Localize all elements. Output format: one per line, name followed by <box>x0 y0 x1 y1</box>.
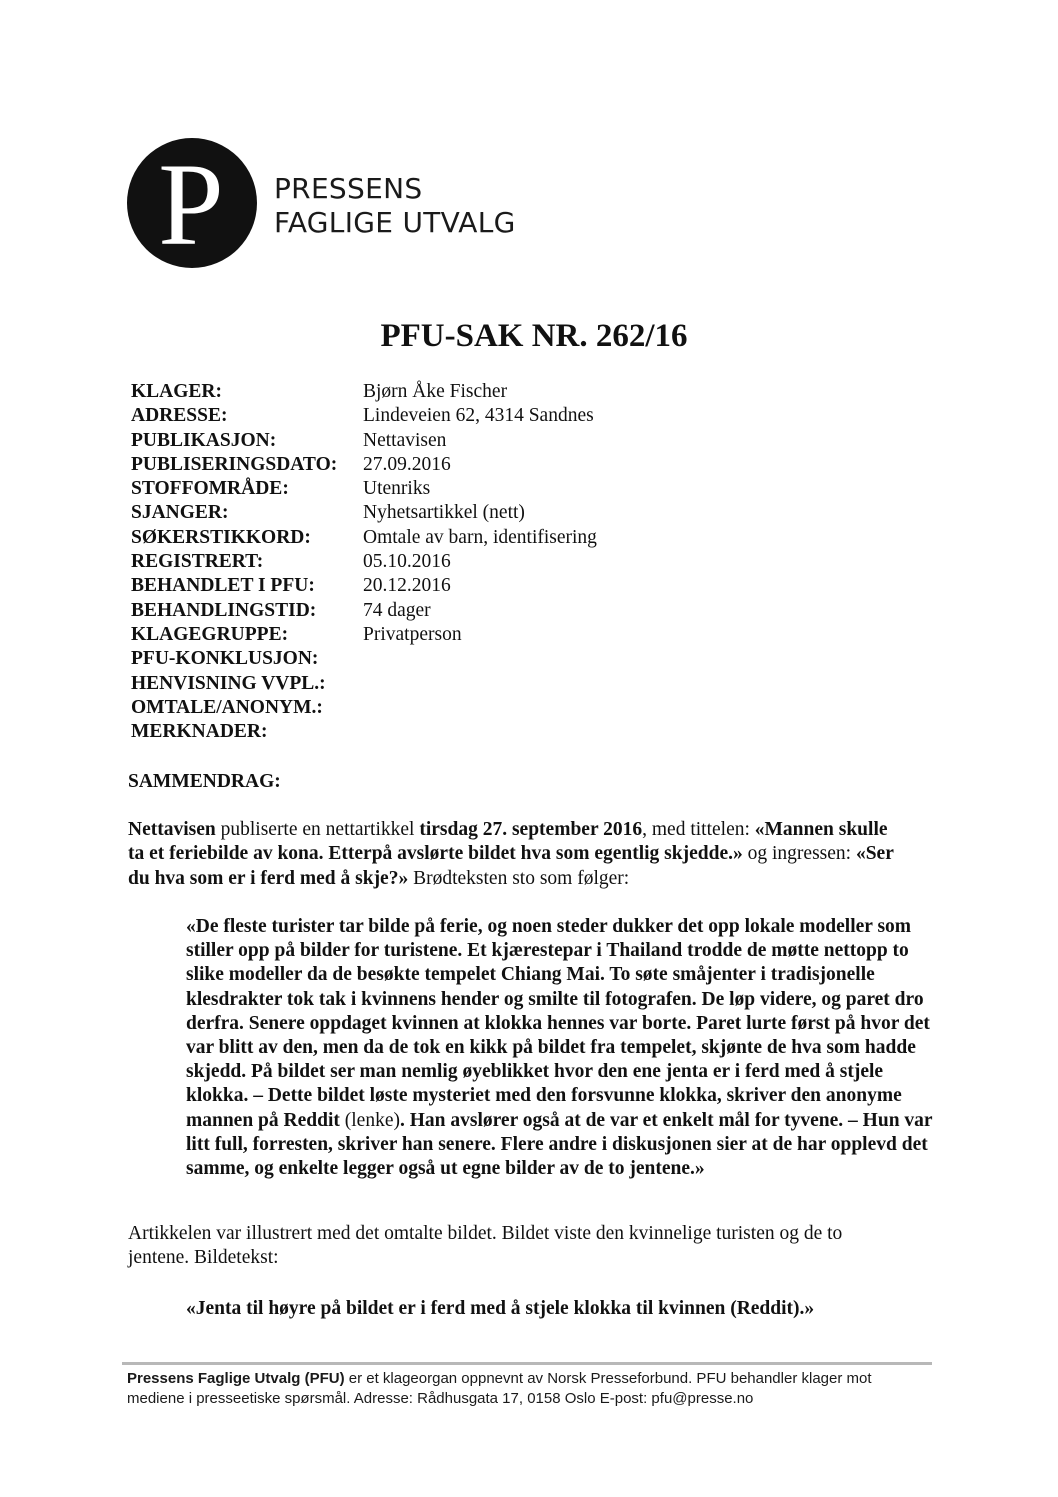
footer-divider <box>122 1362 932 1365</box>
meta-value: Lindeveien 62, 4314 Sandnes <box>363 405 594 427</box>
quote-text: «De fleste turister tar bilde på ferie, og noen steder dukker det opp lokale modeller som stiller opp på bilder for turistene. Et kjærestepar i Thailand trodde de møtte nettopp to slike modeller da de besøkte tempelet Chiang Mai. To søte småjenter i tradisjonelle klesdrakter tok tak i kvinnens hender og smilte til fotografen. De løp videre, og paret dro derfra. Senere oppdaget kvinnen at klokka hennes var borte. Paret lurte først på hvor det var blitt av den, men da de tok en kikk på bildet fra tempelet, skjønte de hva som hadde skjedd. På bildet ser man nemlig øyeblikket hvor den ene jenta er i ferd med å stjele klokka. – Dette bildet løste mysteriet med den forsvunne klokka, skriver den anonyme mannen på Reddit <box>186 916 930 1131</box>
meta-label: PUBLIKASJON: <box>131 429 277 451</box>
intro-text: Brødteksten sto som følger: <box>408 867 630 889</box>
meta-value: Privatperson <box>363 623 462 645</box>
quote-link: (lenke) <box>339 1109 400 1131</box>
case-title: PFU-SAK NR. 262/16 <box>380 318 688 354</box>
intro-paragraph <box>128 818 908 891</box>
footer <box>127 1369 932 1409</box>
meta-label: STOFFOMRÅDE: <box>131 478 289 500</box>
org-name-line2: FAGLIGE UTVALG <box>274 206 516 239</box>
body-quote <box>186 915 936 1181</box>
meta-value: Utenriks <box>363 478 431 500</box>
logo-letter: P <box>158 139 224 268</box>
intro-date: tirsdag 27. september 2016 <box>419 819 643 840</box>
meta-value: Nettavisen <box>363 429 447 451</box>
meta-label: SØKERSTIKKORD: <box>131 526 311 548</box>
meta-row <box>131 550 597 574</box>
meta-row <box>131 477 597 501</box>
footer-text: er et klageorgan oppnevnt av Norsk Presseforbund. PFU behandler klager mot mediene i presseetiske spørsmål. Adresse: Rådhusgata 17, 0158 Oslo E-post: pfu@presse.no <box>127 1370 872 1407</box>
meta-row <box>131 647 597 671</box>
meta-label: PFU-KONKLUSJON: <box>131 648 319 670</box>
meta-value: Bjørn Åke Fischer <box>363 381 508 402</box>
meta-value: 05.10.2016 <box>363 551 451 573</box>
meta-value: 74 dager <box>363 599 431 621</box>
meta-label: ADRESSE: <box>131 405 228 427</box>
meta-row <box>131 720 597 744</box>
meta-row <box>131 453 597 477</box>
meta-row <box>131 404 597 428</box>
meta-value: 20.12.2016 <box>363 575 451 597</box>
meta-row <box>131 696 597 720</box>
meta-label: KLAGER: <box>131 381 223 402</box>
intro-lead: «Ser du hva som er i ferd med å skje?» <box>128 843 894 889</box>
meta-label: PUBLISERINGSDATO: <box>131 453 338 475</box>
case-metadata <box>131 380 597 744</box>
intro-text: og ingressen: <box>742 843 856 865</box>
meta-row <box>131 623 597 647</box>
illustration-paragraph: Artikkelen var illustrert med det omtalte bildet. Bildet viste den kvinnelige turisten og de to jentene. Bildetekst: <box>128 1223 843 1269</box>
pfu-logo <box>127 138 257 268</box>
intro-text: , med tittelen: <box>642 819 755 840</box>
meta-row <box>131 574 597 598</box>
meta-label: OMTALE/ANONYM.: <box>131 696 323 718</box>
footer-org: Pressens Faglige Utvalg (PFU) <box>127 1370 345 1387</box>
meta-value: Omtale av barn, identifisering <box>363 526 597 548</box>
intro-publication: Nettavisen <box>128 819 216 840</box>
caption-quote: «Jenta til høyre på bildet er i ferd med å stjele klokka til kvinnen (Reddit).» <box>186 1298 815 1319</box>
meta-label: HENVISNING VVPL.: <box>131 672 326 694</box>
quote-text: . Han avslører også at de var et enkelt mål for tyvene. – Hun var litt full, forresten, skriver han senere. Flere andre i diskusjonen sier at de har opplevd det samme, og enkelte legger også ut egne bilder av de to jentene.» <box>186 1109 933 1180</box>
summary-heading: SAMMENDRAG: <box>128 771 281 792</box>
meta-value: 27.09.2016 <box>363 453 451 475</box>
intro-text: publiserte en nettartikkel <box>215 819 420 840</box>
meta-row <box>131 599 597 623</box>
meta-row <box>131 526 597 550</box>
meta-label: SJANGER: <box>131 502 229 524</box>
meta-label: BEHANDLET I PFU: <box>131 575 315 597</box>
meta-label: KLAGEGRUPPE: <box>131 623 289 645</box>
meta-label: MERKNADER: <box>131 721 268 743</box>
meta-label: REGISTRERT: <box>131 551 264 573</box>
meta-row <box>131 380 597 404</box>
meta-value: Nyhetsartikkel (nett) <box>363 502 525 524</box>
intro-headline: «Mannen skulle ta et feriebilde av kona. Etterpå avslørte bildet hva som egentlig skjedde.» <box>128 819 888 865</box>
meta-row <box>131 672 597 696</box>
org-name <box>274 172 516 240</box>
meta-label: BEHANDLINGSTID: <box>131 599 317 621</box>
meta-row <box>131 501 597 525</box>
org-name-line1: PRESSENS <box>274 172 423 205</box>
meta-row <box>131 429 597 453</box>
